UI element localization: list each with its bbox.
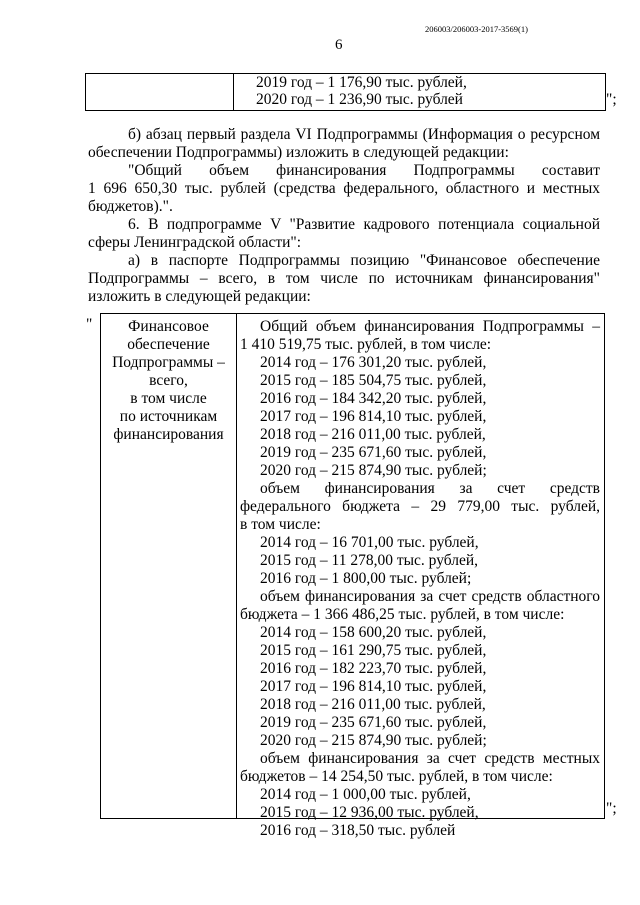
year-line: 2017 год – 196 814,10 тыс. рублей, xyxy=(260,678,487,695)
year-line: 2016 год – 182 223,70 тыс. рублей, xyxy=(260,660,487,677)
total-line: Общий объем финансирования Подпрограммы – xyxy=(260,318,600,335)
text-line: "Общий объем финансирования Подпрограммы составит xyxy=(128,162,600,179)
text-line: Подпрограммы – всего, в том числе по источникам финансирования" xyxy=(88,270,600,287)
top-table-left-cell xyxy=(86,74,234,110)
year-line: 2020 год – 215 874,90 тыс. рублей; xyxy=(260,462,487,479)
year-line: 2018 год – 216 011,00 тыс. рублей, xyxy=(260,426,486,443)
paragraph-quote-total xyxy=(88,162,600,216)
label-line: в том числе xyxy=(130,390,207,407)
federal-line: в том числе: xyxy=(240,516,321,533)
total-line: 1 410 519,75 тыс. рублей, в том числе: xyxy=(240,336,492,353)
text-line: а) в паспорте Подпрограммы позицию "Финансовое обеспечение xyxy=(128,252,600,269)
label-line: всего, xyxy=(149,372,188,389)
text-line: изложить в следующей редакции: xyxy=(88,288,311,305)
year-line: 2016 год – 318,50 тыс. рублей xyxy=(260,822,456,839)
year-line: 2015 год – 12 936,00 тыс. рублей, xyxy=(260,804,479,821)
top-table xyxy=(85,73,606,111)
year-line: 2014 год – 1 000,00 тыс. рублей, xyxy=(260,786,471,803)
year-line: 2014 год – 176 301,20 тыс. рублей, xyxy=(260,354,487,371)
label-line: обеспечение xyxy=(127,336,210,353)
year-line: 2020 год – 215 874,90 тыс. рублей; xyxy=(260,732,487,749)
year-line: 2016 год – 1 800,00 тыс. рублей; xyxy=(260,570,472,587)
local-line: бюджетов – 14 254,50 тыс. рублей, в том числе: xyxy=(240,768,553,785)
top-table-right-cell xyxy=(256,74,467,108)
year-line: 2015 год – 185 504,75 тыс. рублей, xyxy=(260,372,487,389)
year-line: 2015 год – 11 278,00 тыс. рублей, xyxy=(260,552,479,569)
document-id: 206003/206003-2017-3569(1) xyxy=(425,24,528,34)
label-line: Финансовое xyxy=(128,318,209,335)
regional-line: объем финансирования за счет средств областного xyxy=(260,588,600,605)
paragraph-a xyxy=(88,252,600,306)
year-line: 2018 год – 216 011,00 тыс. рублей, xyxy=(260,696,486,713)
year-line: 2015 год – 161 290,75 тыс. рублей, xyxy=(260,642,487,659)
opening-quote: " xyxy=(86,316,93,333)
local-line: объем финансирования за счет средств местных xyxy=(260,750,600,767)
financing-label-cell xyxy=(101,318,236,444)
text-line: обеспечении Подпрограммы) изложить в следующей редакции: xyxy=(88,144,509,161)
column-divider xyxy=(236,314,237,818)
federal-line: федерального бюджета – 29 779,00 тыс. рублей, xyxy=(240,498,600,515)
paragraph-b xyxy=(88,126,600,162)
label-line: финансирования xyxy=(113,426,224,443)
text-line: б) абзац первый раздела VI Подпрограммы (Информация о ресурсном xyxy=(128,126,600,143)
closing-quote: "; xyxy=(606,800,617,817)
label-line: Подпрограммы – xyxy=(112,354,225,371)
regional-line: бюджета – 1 366 486,25 тыс. рублей, в том числе: xyxy=(240,606,565,623)
year-line: 2014 год – 16 701,00 тыс. рублей, xyxy=(260,534,479,551)
year-line: 2019 год – 235 671,60 тыс. рублей, xyxy=(260,714,487,731)
text-line: бюджетов).". xyxy=(88,198,173,215)
year-line: 2014 год – 158 600,20 тыс. рублей, xyxy=(260,624,487,641)
closing-quote: "; xyxy=(606,91,617,108)
top-table-line: 2020 год – 1 236,90 тыс. рублей xyxy=(256,91,463,108)
financing-details-cell xyxy=(240,318,600,840)
top-table-line: 2019 год – 1 176,90 тыс. рублей, xyxy=(256,74,467,91)
financing-table xyxy=(100,313,605,839)
year-line: 2017 год – 196 814,10 тыс. рублей, xyxy=(260,408,487,425)
federal-line: объем финансирования за счет средств xyxy=(260,480,600,497)
text-line: 1 696 650,30 тыс. рублей (средства федерального, областного и местных xyxy=(88,180,600,197)
text-line: сферы Ленинградской области": xyxy=(88,234,302,251)
label-line: по источникам xyxy=(119,408,218,425)
year-line: 2016 год – 184 342,20 тыс. рублей, xyxy=(260,390,487,407)
paragraph-6 xyxy=(88,216,600,252)
text-line: 6. В подпрограмме V "Развитие кадрового потенциала социальной xyxy=(128,216,600,233)
page-number: 6 xyxy=(335,37,343,53)
year-line: 2019 год – 235 671,60 тыс. рублей, xyxy=(260,444,487,461)
